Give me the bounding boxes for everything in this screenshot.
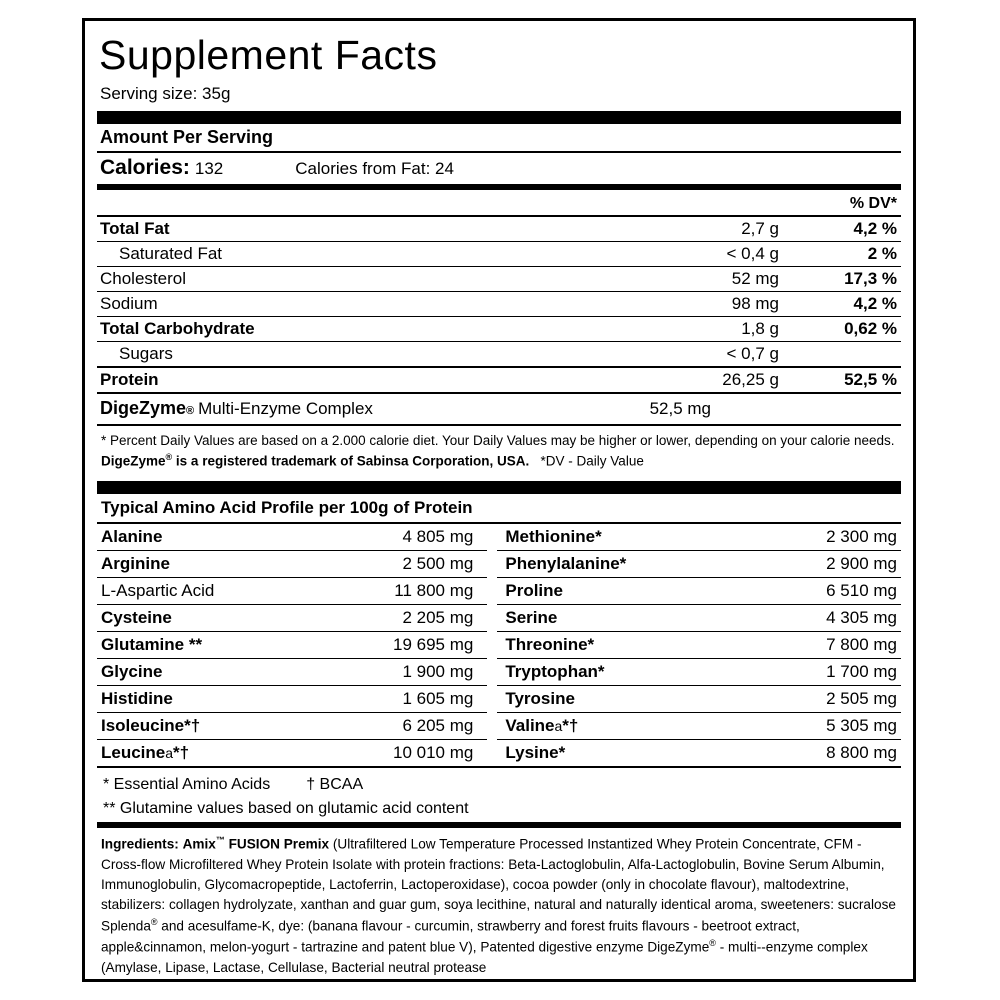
amino-name-right: Tryptophan* (497, 658, 757, 685)
registered-mark-icon: ® (709, 937, 716, 948)
amino-value-right: 6 510 mg (757, 577, 901, 604)
amino-name-left: Alanine (97, 524, 333, 551)
amino-value-right: 8 800 mg (826, 742, 897, 762)
table-row (97, 317, 901, 341)
ingredients-text-2: and acesulfame-K, dye: (banana flavour - curcumin, strawberry and forest fruits flavours - beetroot extract, apple&cinnamon, melon-yogurt - tartrazine and patent blue V), Patented digestive enzyme DigeZyme (101, 918, 800, 955)
registered-mark-icon: ® (150, 916, 158, 927)
nutrient-dv: 52,5 % (844, 370, 897, 390)
column-gap (487, 712, 497, 739)
amino-name-right: Tyrosine (497, 685, 757, 712)
footnote-trademark-text: is a registered trademark of Sabinsa Corporation, USA. (172, 453, 530, 469)
amino-value-right: 1 700 mg (757, 658, 901, 685)
nutrient-name: Protein (100, 370, 159, 390)
dv-header: % DV* (849, 195, 897, 213)
table-row (97, 242, 901, 266)
table-row (97, 739, 901, 766)
amino-note-line-2: ** Glutamine values based on glutamic acid content (103, 799, 469, 817)
amino-name-left (97, 739, 333, 766)
amino-name-left-main: Leucine (101, 742, 166, 762)
divider-thick-top (97, 111, 901, 124)
amino-acid-table (97, 524, 901, 766)
amino-note-line-1 (103, 773, 901, 797)
table-row (97, 685, 901, 712)
amino-name-left: Glutamine ** (97, 631, 333, 658)
digezyme-row (97, 394, 901, 424)
column-gap (487, 524, 497, 551)
nutrient-name: Total Fat (100, 219, 170, 239)
nutrient-dv: 17,3 % (844, 269, 897, 289)
table-row (97, 524, 901, 551)
amino-value-left: 4 805 mg (333, 524, 487, 551)
amino-name-right (497, 712, 757, 739)
calories-from-fat: Calories from Fat: 24 (295, 159, 454, 179)
table-row (97, 292, 901, 316)
column-gap (487, 685, 497, 712)
calories-label: Calories: (100, 156, 190, 180)
amino-value-left: 19 695 mg (333, 631, 487, 658)
registered-mark-icon: ® (165, 451, 173, 462)
nutrient-dv: 2 % (867, 244, 897, 264)
amino-value-right: 4 305 mg (757, 604, 901, 631)
registered-mark-icon: ® (186, 405, 195, 418)
amino-acid-heading: Typical Amino Acid Profile per 100g of Protein (101, 497, 473, 517)
amino-notes (97, 768, 901, 822)
table-row (97, 577, 901, 604)
table-row (97, 368, 901, 392)
footnote-line-1: * Percent Daily Values are based on a 2.000 calorie diet. Your Daily Values may be higher or lower, depending on your calorie needs. (101, 433, 895, 449)
amino-value-right: 2 505 mg (757, 685, 901, 712)
calories-row (97, 153, 901, 184)
divider-thick-2 (97, 481, 901, 494)
amino-name-left: Isoleucine*† (97, 712, 333, 739)
amino-value-right: 7 800 mg (757, 631, 901, 658)
column-gap (487, 658, 497, 685)
nutrient-amount: 98 mg (731, 294, 779, 314)
column-gap (487, 604, 497, 631)
amino-value-left: 2 500 mg (333, 550, 487, 577)
amino-name-right: Serine (497, 604, 757, 631)
amino-name-left: Glycine (97, 658, 333, 685)
amino-name-left: Histidine (97, 685, 333, 712)
nutrient-amount: 26,25 g (722, 370, 779, 390)
bcaa-note: † BCAA (306, 775, 364, 793)
column-gap (487, 577, 497, 604)
nutrient-name: Cholesterol (100, 269, 186, 289)
table-row (97, 217, 901, 241)
nutrient-dv: 4,2 % (853, 294, 897, 314)
table-row (97, 267, 901, 291)
footnotes (97, 426, 901, 474)
nutrient-name: Total Carbohydrate (100, 319, 255, 339)
column-gap (487, 631, 497, 658)
page-title: Supplement Facts (99, 32, 438, 78)
nutrient-amount: 52 mg (731, 269, 779, 289)
nutrient-name: Sugars (119, 344, 173, 364)
amino-name-right: Lysine* (505, 742, 566, 762)
amino-name-left: Cysteine (97, 604, 333, 631)
nutrient-name: Saturated Fat (119, 244, 223, 264)
column-gap (487, 550, 497, 577)
amino-name-left-tail: *† (173, 742, 190, 762)
amino-value-left: 1 605 mg (333, 685, 487, 712)
nutrient-name: Sodium (100, 294, 158, 314)
digezyme-description: Multi-Enzyme Complex (198, 399, 373, 419)
ingredients-text-1: (Ultrafiltered Low Temperature Processed Instantized Whey Protein Concentrate, CFM - Cross-flow Microfiltered Whey Protein Isolate with protein fractions: Beta-Lactoglobulin, Alfa-Lactoglobulin, Bovine Serum Albumin, Immunoglobulin, Glycomacropeptide, Lactoferrin, Lactoperoxidase), cocoa powder (only in chocolate flavour), maltodextrine, stabilizers: collagen hydrolyzate, xanthan and guar gum, soya lecithine, natural and naturally identical aroma, sweeteners: sucralose Splenda (101, 836, 896, 934)
panel-inner (97, 29, 901, 982)
table-row (97, 604, 901, 631)
amino-value-left: 2 205 mg (333, 604, 487, 631)
amino-value-left: 11 800 mg (333, 577, 487, 604)
nutrient-amount: 1,8 g (741, 319, 779, 339)
amino-name-right: Threonine* (497, 631, 757, 658)
ingredients-text-3: - multi--enzyme complex (Amylase, Lipase, Lactase, Cellulase, Bacterial neutral protease (101, 939, 868, 975)
calories-value: 132 (194, 159, 224, 179)
nutrient-amount: < 0,4 g (726, 244, 779, 264)
table-row (97, 712, 901, 739)
table-row (97, 342, 901, 366)
table-row (97, 550, 901, 577)
table-row (97, 631, 901, 658)
trademark-icon: ™ (215, 834, 225, 845)
table-row (97, 658, 901, 685)
brand-product: FUSION Premix (228, 836, 330, 852)
amino-name-left-sub: a (165, 744, 174, 761)
footnote-brand: DigeZyme (101, 453, 166, 469)
ingredients-label: Ingredients: (101, 836, 179, 852)
amino-name-right-tail: *† (562, 715, 579, 735)
amino-name-left: Arginine (97, 550, 333, 577)
digezyme-value: 52,5 mg (649, 399, 711, 419)
amino-name-left: L-Aspartic Acid (97, 577, 333, 604)
serving-size: Serving size: 35g (100, 84, 231, 104)
amino-value-left: 10 010 mg (393, 742, 474, 762)
nutrient-dv: 4,2 % (853, 219, 897, 239)
amino-value-left: 1 900 mg (333, 658, 487, 685)
brand-name: Amix (182, 836, 216, 852)
nutrient-amount: < 0,7 g (726, 344, 779, 364)
footnote-dv-legend: *DV - Daily Value (540, 453, 644, 469)
supplement-facts-panel (82, 18, 916, 982)
amino-value-left: 6 205 mg (333, 712, 487, 739)
amino-value-right: 5 305 mg (757, 712, 901, 739)
essential-note: * Essential Amino Acids (103, 775, 271, 793)
amount-per-serving-label: Amount Per Serving (100, 127, 274, 148)
column-gap (487, 739, 497, 766)
amino-value-right: 2 300 mg (757, 524, 901, 551)
nutrient-rows (97, 217, 901, 392)
amino-name-right: Phenylalanine* (497, 550, 757, 577)
footnote-line-2 (101, 451, 899, 471)
nutrient-amount: 2,7 g (741, 219, 779, 239)
amino-name-right: Proline (497, 577, 757, 604)
amino-name-right-sub: a (554, 717, 563, 734)
amino-value-right: 2 900 mg (757, 550, 901, 577)
amino-name-right: Methionine* (497, 524, 757, 551)
ingredients-paragraph (97, 828, 901, 982)
nutrient-dv: 0,62 % (844, 319, 897, 339)
digezyme-name: DigeZyme (100, 398, 187, 419)
amino-name-right-main: Valine (505, 715, 555, 735)
